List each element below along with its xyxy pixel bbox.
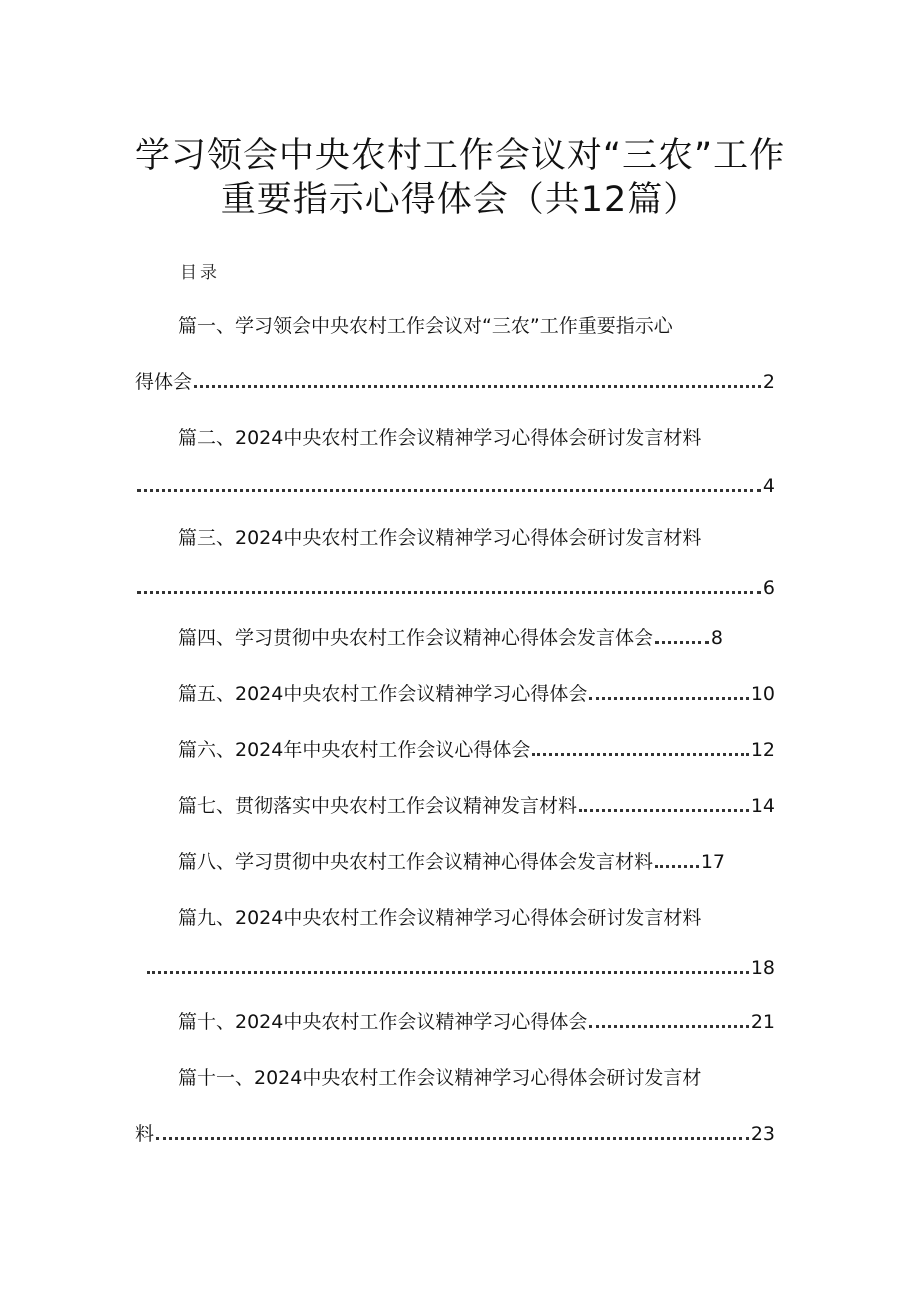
toc-entry-page: 18 xyxy=(750,957,775,979)
toc-entry-title: 篇八、学习贯彻中央农村工作会议精神心得体会发言材料 xyxy=(178,851,654,873)
toc-leader-dots xyxy=(137,489,761,492)
document-title-line-2: 重要指示心得体会（共12篇） xyxy=(220,180,700,220)
toc-entry[interactable] xyxy=(178,1008,775,1036)
toc-entry-continuation[interactable] xyxy=(145,954,775,982)
toc-leader-dots xyxy=(589,1025,748,1028)
toc-leader-dots xyxy=(137,591,761,594)
toc-leader-dots xyxy=(589,697,748,700)
toc-entry-page: 14 xyxy=(750,795,775,817)
toc-entry-title: 篇一、学习领会中央农村工作会议对“三农”工作重要指示心 xyxy=(178,315,673,337)
toc-entry[interactable] xyxy=(178,312,673,340)
toc-entry-page: 23 xyxy=(750,1123,775,1145)
toc-leader-dots xyxy=(655,865,699,868)
toc-entry-page: 6 xyxy=(762,577,775,599)
toc-entry-continuation[interactable] xyxy=(135,574,775,602)
toc-entry-title: 篇十一、2024中央农村工作会议精神学习心得体会研讨发言材 xyxy=(178,1067,702,1089)
toc-leader-dots xyxy=(532,753,748,756)
toc-entry-title: 篇九、2024中央农村工作会议精神学习心得体会研讨发言材料 xyxy=(178,907,702,929)
toc-entry[interactable] xyxy=(178,524,701,552)
toc-entry-title: 篇十、2024中央农村工作会议精神学习心得体会 xyxy=(178,1011,588,1033)
toc-entry-title: 篇四、学习贯彻中央农村工作会议精神心得体会发言体会 xyxy=(178,627,654,649)
toc-entry-page: 21 xyxy=(750,1011,775,1033)
toc-entry[interactable] xyxy=(178,792,775,820)
toc-leader-dots xyxy=(156,1137,749,1140)
toc-entry-page: 17 xyxy=(700,851,725,873)
document-title-line-1: 学习领会中央农村工作会议对“三农”工作 xyxy=(134,136,786,176)
toc-heading: 目录 xyxy=(180,263,220,283)
toc-entry-page: 10 xyxy=(750,683,775,705)
toc-entry-page: 2 xyxy=(762,371,775,393)
toc-entry-page: 8 xyxy=(710,627,723,649)
toc-entry-title: 篇二、2024中央农村工作会议精神学习心得体会研讨发言材料 xyxy=(178,427,702,449)
toc-leader-dots xyxy=(655,641,709,644)
toc-entry[interactable] xyxy=(178,1064,701,1092)
toc-leader-dots xyxy=(194,385,761,388)
toc-entry-title: 篇七、贯彻落实中央农村工作会议精神发言材料 xyxy=(178,795,578,817)
toc-entry-continuation[interactable] xyxy=(135,472,775,500)
toc-entry-title: 篇三、2024中央农村工作会议精神学习心得体会研讨发言材料 xyxy=(178,527,702,549)
toc-entry[interactable] xyxy=(178,736,775,764)
toc-entry-title: 篇六、2024年中央农村工作会议心得体会 xyxy=(178,739,531,761)
toc-entry-page: 12 xyxy=(750,739,775,761)
toc-entry-title-cont: 得体会 xyxy=(135,371,193,393)
toc-entry-title-cont: 料 xyxy=(135,1123,155,1145)
toc-entry[interactable] xyxy=(178,624,723,652)
toc-entry-page: 4 xyxy=(762,475,775,497)
toc-entry[interactable] xyxy=(178,904,701,932)
toc-entry[interactable] xyxy=(178,424,701,452)
toc-leader-dots xyxy=(147,971,749,974)
toc-entry[interactable] xyxy=(178,848,725,876)
toc-entry-continuation[interactable] xyxy=(135,368,775,396)
toc-entry-continuation[interactable] xyxy=(135,1120,775,1148)
toc-leader-dots xyxy=(579,809,749,812)
toc-entry[interactable] xyxy=(178,680,775,708)
toc-entry-title: 篇五、2024中央农村工作会议精神学习心得体会 xyxy=(178,683,588,705)
